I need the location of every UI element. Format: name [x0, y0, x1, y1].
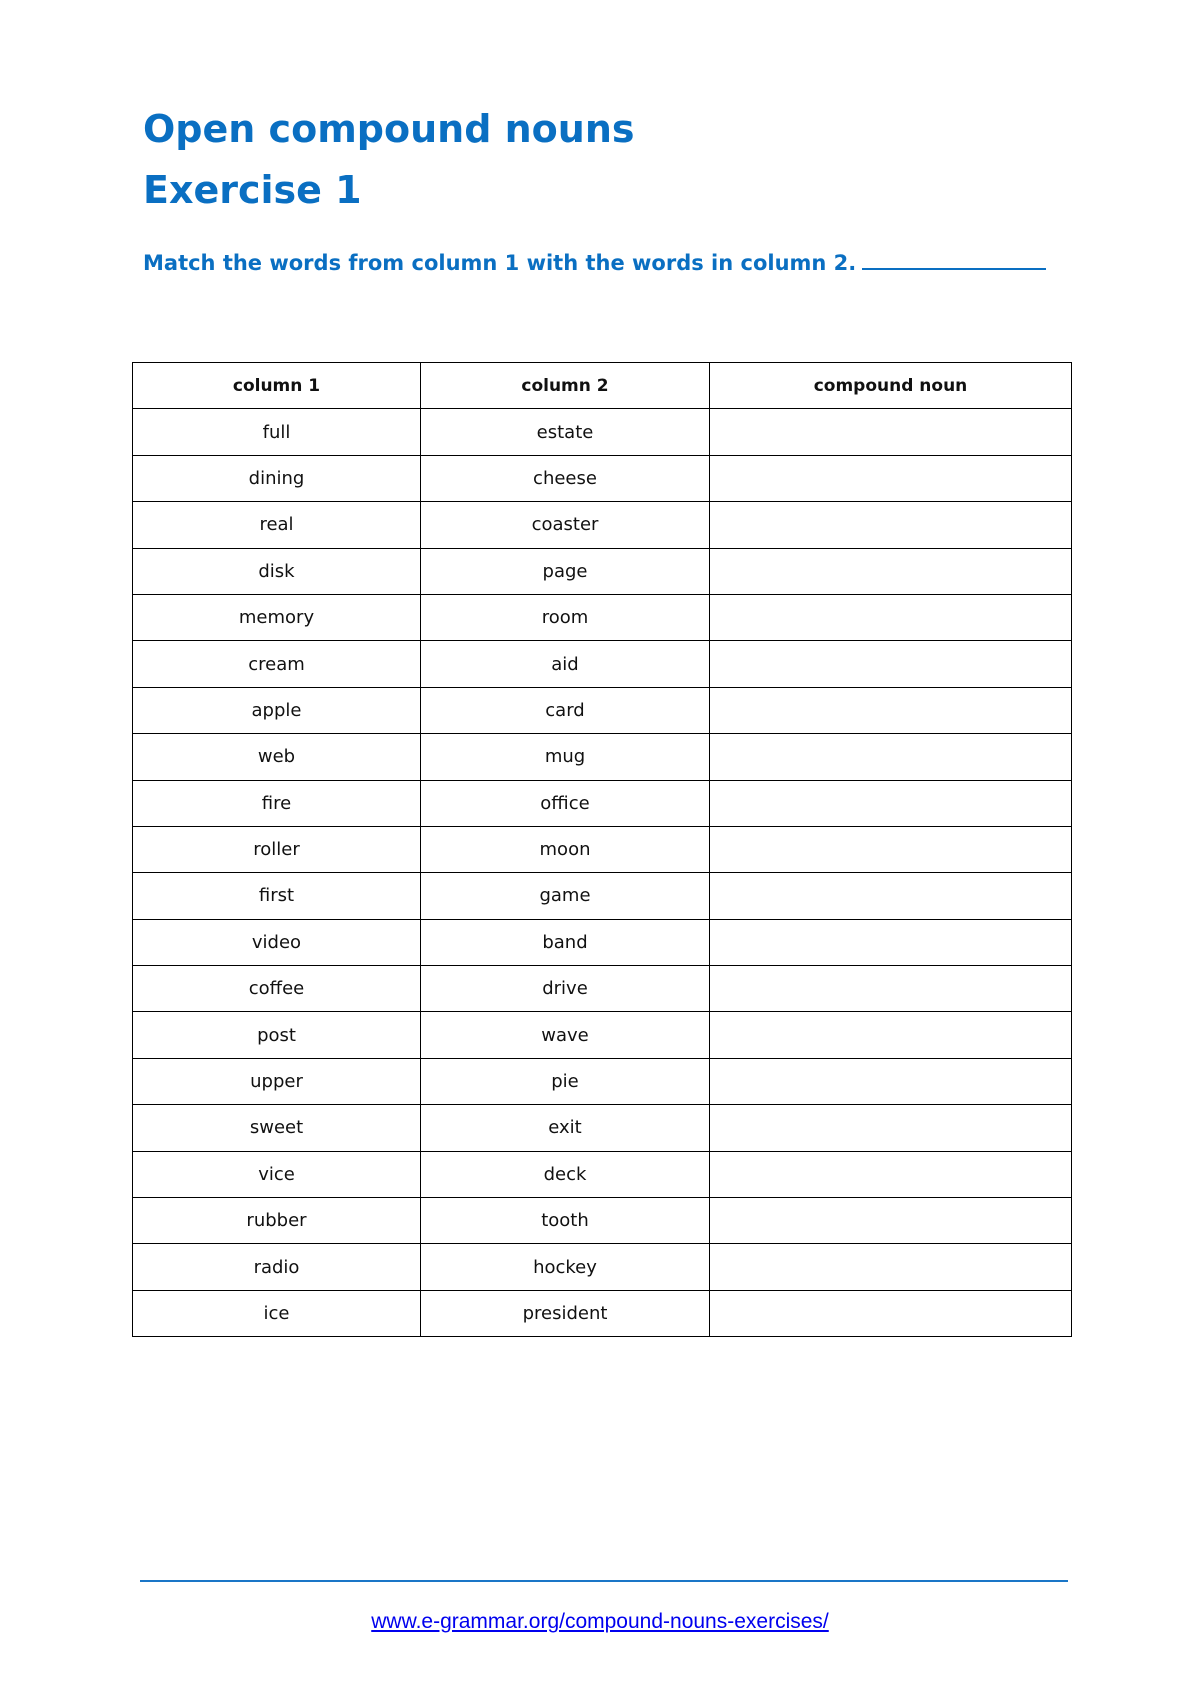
table-row	[133, 826, 1072, 872]
column-2-word: drive	[421, 966, 710, 1012]
column-2-word: band	[421, 919, 710, 965]
compound-noun-answer[interactable]	[710, 826, 1072, 872]
table-row	[133, 1198, 1072, 1244]
table-row	[133, 594, 1072, 640]
compound-noun-answer[interactable]	[710, 1012, 1072, 1058]
header-column-2: column 2	[421, 363, 710, 409]
table-row	[133, 966, 1072, 1012]
compound-noun-answer[interactable]	[710, 780, 1072, 826]
column-2-word: hockey	[421, 1244, 710, 1290]
compound-noun-answer[interactable]	[710, 1151, 1072, 1197]
table-row	[133, 1151, 1072, 1197]
table-row	[133, 455, 1072, 501]
compound-noun-answer[interactable]	[710, 455, 1072, 501]
compound-noun-answer[interactable]	[710, 594, 1072, 640]
compound-noun-answer[interactable]	[710, 548, 1072, 594]
column-1-word: vice	[133, 1151, 421, 1197]
instruction	[143, 251, 1046, 274]
column-2-word: estate	[421, 409, 710, 455]
compound-noun-answer[interactable]	[710, 1198, 1072, 1244]
column-1-word: web	[133, 734, 421, 780]
footer-divider	[140, 1580, 1068, 1582]
column-1-word: apple	[133, 687, 421, 733]
column-2-word: cheese	[421, 455, 710, 501]
column-2-word: page	[421, 548, 710, 594]
table-row	[133, 1244, 1072, 1290]
table-body	[133, 409, 1072, 1337]
column-1-word: post	[133, 1012, 421, 1058]
column-1-word: upper	[133, 1058, 421, 1104]
column-2-word: pie	[421, 1058, 710, 1104]
column-1-word: coffee	[133, 966, 421, 1012]
table-row	[133, 409, 1072, 455]
answer-blank[interactable]	[862, 251, 1046, 270]
column-1-word: full	[133, 409, 421, 455]
column-1-word: real	[133, 502, 421, 548]
column-1-word: fire	[133, 780, 421, 826]
column-2-word: game	[421, 873, 710, 919]
column-1-word: ice	[133, 1290, 421, 1336]
table-row	[133, 687, 1072, 733]
column-2-word: coaster	[421, 502, 710, 548]
table-row	[133, 641, 1072, 687]
matching-table	[132, 362, 1072, 1337]
column-2-word: president	[421, 1290, 710, 1336]
exercise-subtitle: Exercise 1	[143, 168, 362, 212]
column-2-word: moon	[421, 826, 710, 872]
column-1-word: roller	[133, 826, 421, 872]
table-row	[133, 1058, 1072, 1104]
compound-noun-answer[interactable]	[710, 1058, 1072, 1104]
column-1-word: disk	[133, 548, 421, 594]
column-1-word: first	[133, 873, 421, 919]
compound-noun-answer[interactable]	[710, 734, 1072, 780]
column-2-word: mug	[421, 734, 710, 780]
footer-link[interactable]: www.e-grammar.org/compound-nouns-exercises/	[371, 1610, 829, 1633]
header-compound-noun: compound noun	[710, 363, 1072, 409]
column-1-word: memory	[133, 594, 421, 640]
column-2-word: exit	[421, 1105, 710, 1151]
column-1-word: video	[133, 919, 421, 965]
compound-noun-answer[interactable]	[710, 966, 1072, 1012]
compound-noun-answer[interactable]	[710, 409, 1072, 455]
table-row	[133, 734, 1072, 780]
table-row	[133, 1105, 1072, 1151]
column-2-word: card	[421, 687, 710, 733]
table-row	[133, 873, 1072, 919]
table-row	[133, 1012, 1072, 1058]
column-2-word: deck	[421, 1151, 710, 1197]
table-row	[133, 502, 1072, 548]
column-1-word: sweet	[133, 1105, 421, 1151]
table-row	[133, 1290, 1072, 1336]
column-1-word: rubber	[133, 1198, 421, 1244]
header-column-1: column 1	[133, 363, 421, 409]
compound-noun-answer[interactable]	[710, 873, 1072, 919]
table-row	[133, 919, 1072, 965]
compound-noun-answer[interactable]	[710, 1105, 1072, 1151]
column-1-word: cream	[133, 641, 421, 687]
table-row	[133, 780, 1072, 826]
column-2-word: tooth	[421, 1198, 710, 1244]
compound-noun-answer[interactable]	[710, 1290, 1072, 1336]
table-header-row	[133, 363, 1072, 409]
page-title: Open compound nouns	[143, 107, 635, 151]
compound-noun-answer[interactable]	[710, 919, 1072, 965]
column-2-word: wave	[421, 1012, 710, 1058]
compound-noun-answer[interactable]	[710, 502, 1072, 548]
column-1-word: radio	[133, 1244, 421, 1290]
compound-noun-answer[interactable]	[710, 641, 1072, 687]
instruction-text: Match the words from column 1 with the words in column 2.	[143, 251, 857, 275]
compound-noun-answer[interactable]	[710, 687, 1072, 733]
table-row	[133, 548, 1072, 594]
column-1-word: dining	[133, 455, 421, 501]
column-2-word: office	[421, 780, 710, 826]
column-2-word: aid	[421, 641, 710, 687]
compound-noun-answer[interactable]	[710, 1244, 1072, 1290]
column-2-word: room	[421, 594, 710, 640]
